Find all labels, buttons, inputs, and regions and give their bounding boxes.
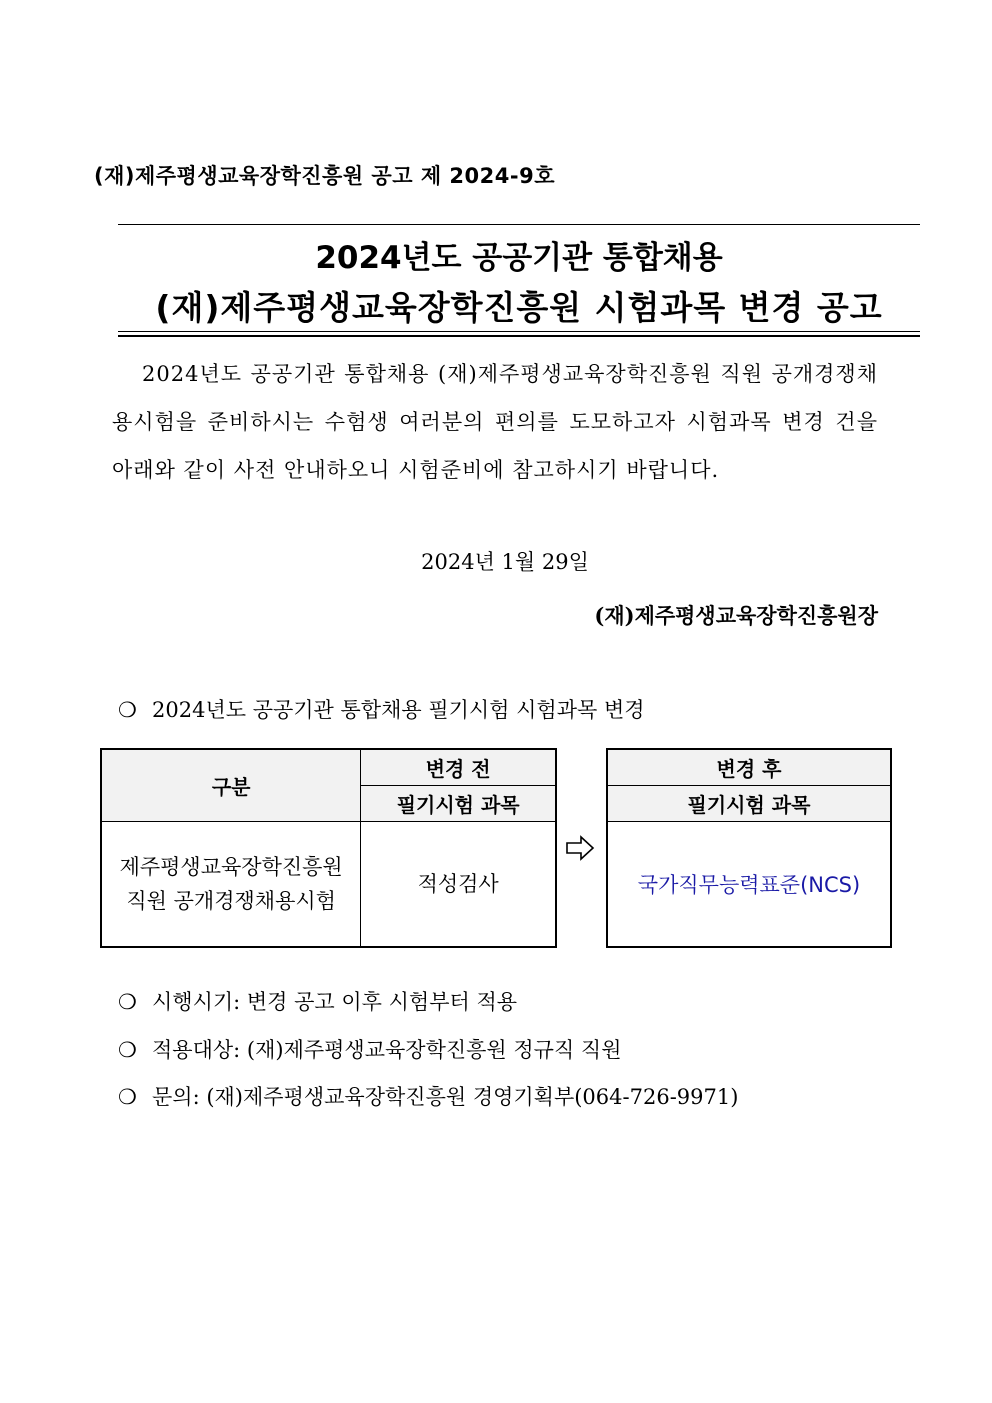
right-outline-arrow-icon — [565, 834, 595, 862]
title-line-2: (재)제주평생교육장학진흥원 시험과목 변경 공고 — [155, 288, 883, 327]
bullet-contact-text: 문의: (재)제주평생교육장학진흥원 경영기획부(064-726-9971) — [152, 1085, 739, 1109]
section-heading-text: 2024년도 공공기관 통합채용 필기시험 시험과목 변경 — [152, 698, 645, 722]
issuer-signature: (재)제주평생교육장학진흥원장 — [594, 603, 878, 628]
bullet-target-text: 적용대상: (재)제주평생교육장학진흥원 정규직 직원 — [152, 1038, 622, 1062]
category-cell — [101, 821, 361, 947]
bullet-schedule — [118, 986, 517, 1016]
header-before-change: 변경 전 — [361, 749, 556, 785]
section-heading — [118, 694, 645, 724]
title-bottom-rule — [118, 331, 920, 337]
category-line-2: 직원 공개경쟁채용시험 — [126, 888, 336, 913]
before-subject-cell: 적성검사 — [361, 821, 556, 947]
after-subject-cell: 국가직무능력표준(NCS) — [607, 821, 891, 947]
bullet-target — [118, 1034, 622, 1064]
header-after-change: 변경 후 — [607, 749, 891, 785]
notice-body-paragraph: 2024년도 공공기관 통합채용 (재)제주평생교육장학진흥원 직원 공개경쟁채용시험을 준비하시는 수험생 여러분의 편의를 도모하고자 시험과목 변경 건을 아래와 같이 사전 안내하오니 시험준비에 참고하시기 바랍니다. — [112, 362, 878, 482]
bullet-circle-icon: ❍ — [118, 990, 137, 1014]
after-change-table — [606, 748, 892, 948]
category-line-1: 제주평생교육장학진흥원 — [119, 854, 343, 879]
title-top-rule — [118, 224, 920, 225]
title-line-1: 2024년도 공공기관 통합채용 — [315, 240, 723, 276]
header-before-subject: 필기시험 과목 — [361, 785, 556, 821]
header-after-subject: 필기시험 과목 — [607, 785, 891, 821]
bullet-circle-icon: ❍ — [118, 698, 137, 722]
bullet-circle-icon: ❍ — [118, 1038, 137, 1062]
notice-number: (재)제주평생교육장학진흥원 공고 제 2024-9호 — [94, 164, 555, 188]
bullet-contact — [118, 1081, 738, 1111]
bullet-schedule-text: 시행시기: 변경 공고 이후 시험부터 적용 — [152, 990, 518, 1014]
bullet-circle-icon: ❍ — [118, 1085, 137, 1109]
notice-date: 2024년 1월 29일 — [421, 550, 589, 574]
before-change-table — [100, 748, 557, 948]
header-category: 구분 — [101, 749, 361, 821]
